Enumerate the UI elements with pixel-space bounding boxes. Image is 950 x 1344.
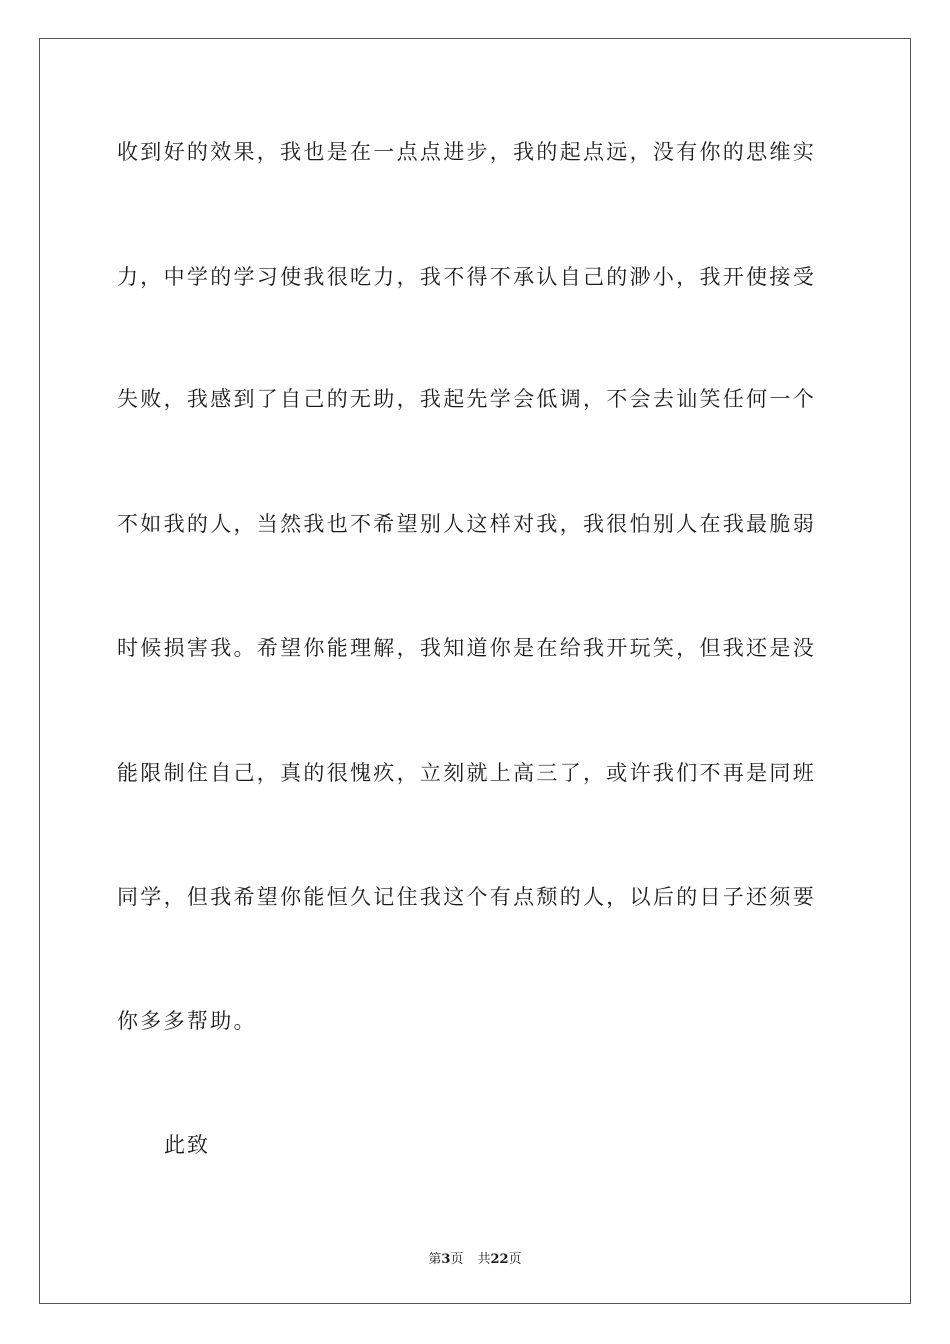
page-prefix: 第 <box>428 1252 442 1267</box>
total-prefix: 共 <box>477 1252 491 1267</box>
page-footer <box>0 1248 950 1267</box>
body-text-line-4: 不如我的人，当然我也不希望别人这样对我，我很怕别人在我最脆弱 <box>117 512 816 536</box>
body-text-line-7: 同学，但我希望你能恒久记住我这个有点颓的人，以后的日子还须要 <box>117 885 816 909</box>
body-text-line-6: 能限制住自己，真的很愧疚，立刻就上高三了，或许我们不再是同班 <box>117 761 816 785</box>
page-number: 3 <box>441 1252 451 1267</box>
closing-salutation: 此致 <box>164 1133 210 1157</box>
body-text-line-8: 你多多帮助。 <box>117 1009 257 1033</box>
body-text-line-3: 失败，我感到了自己的无助，我起先学会低调，不会去讪笑任何一个 <box>117 387 816 411</box>
page-suffix: 页 <box>450 1252 464 1267</box>
page-border <box>39 38 911 1304</box>
total-pages: 22 <box>490 1252 509 1267</box>
body-text-line-2: 力，中学的学习使我很吃力，我不得不承认自己的渺小，我开使接受 <box>117 265 816 289</box>
body-text-line-5: 时候损害我。希望你能理解，我知道你是在给我开玩笑，但我还是没 <box>117 636 816 660</box>
body-text-line-1: 收到好的效果，我也是在一点点进步，我的起点远，没有你的思维实 <box>117 140 816 164</box>
total-suffix: 页 <box>508 1252 522 1267</box>
